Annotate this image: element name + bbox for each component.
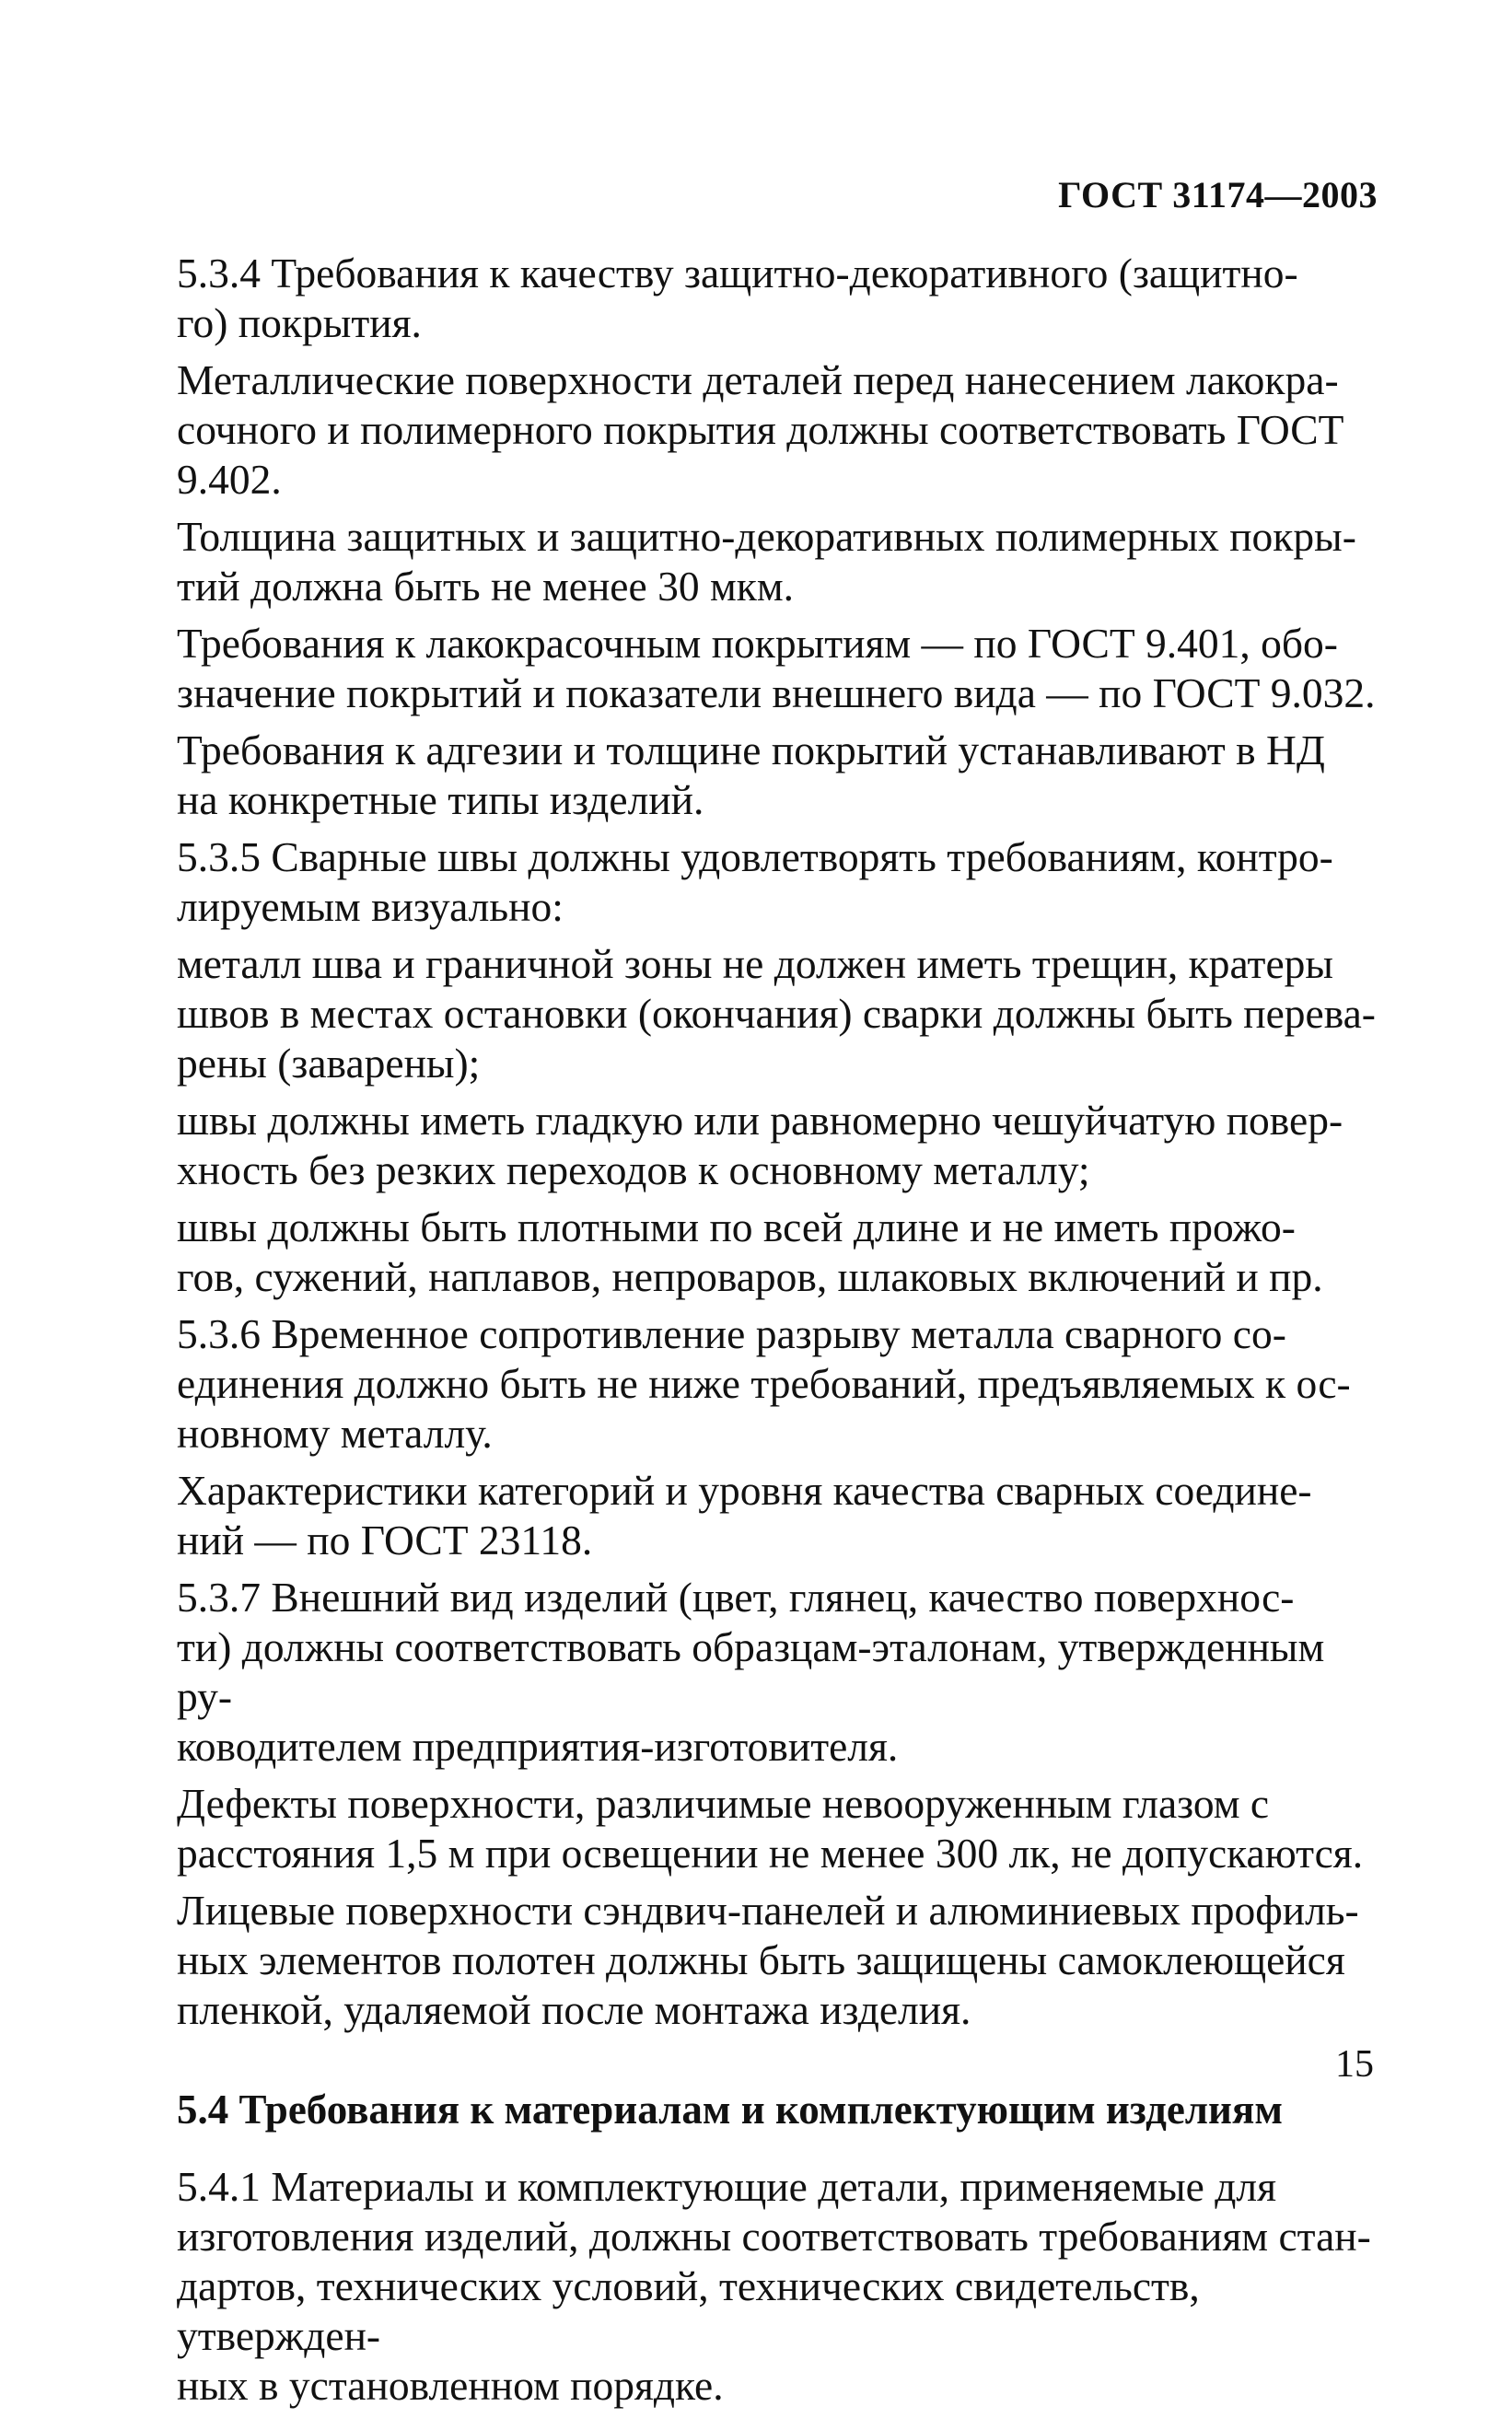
section-title: 5.4 Требования к материалам и комплектующим изделиям (177, 2087, 1283, 2133)
text-line: 5.3.4 Требования к качеству защитно-декоративного (защитно- (177, 250, 1298, 296)
text-line: ных в установленном порядке. (177, 2362, 724, 2409)
text-line: Лицевые поверхности сэндвич-панелей и алюминиевых профиль- (177, 1887, 1359, 1934)
text-line: металл шва и граничной зоны не должен иметь трещин, кратеры (177, 940, 1333, 987)
text-line: значение покрытий и показатели внешнего вида — по ГОСТ 9.032. (177, 669, 1376, 716)
text-line: 5.3.7 Внешний вид изделий (цвет, глянец, качество поверхнос- (177, 1574, 1295, 1621)
text-line: новному металлу. (177, 1410, 493, 1457)
text-line: Дефекты поверхности, различимые невооруженным глазом с (177, 1780, 1270, 1827)
paragraph (177, 249, 1378, 348)
text-line: Характеристики категорий и уровня качества сварных соедине- (177, 1467, 1312, 1514)
paragraph-list (177, 249, 1378, 2035)
text-line: швы должны быть плотными по всей длине и не иметь прожо- (177, 1203, 1296, 1250)
text-line: швов в местах остановки (окончания) сварки должны быть перева- (177, 990, 1376, 1037)
text-line: лируемым визуально: (177, 883, 564, 930)
document-code-header: ГОСТ 31174—2003 (1058, 174, 1378, 215)
text-line: ний — по ГОСТ 23118. (177, 1517, 593, 1564)
text-line: тий должна быть не менее 30 мкм. (177, 563, 795, 610)
paragraph (177, 2162, 1378, 2411)
text-line: ных элементов полотен должны быть защищены самоклеющейся (177, 1936, 1345, 1983)
text-line: хность без резких переходов к основному металлу; (177, 1146, 1090, 1193)
paragraph (177, 1466, 1378, 1565)
document-body (177, 249, 1378, 2418)
text-line: Требования к адгезии и толщине покрытий устанавливают в НД (177, 727, 1325, 773)
text-line: Толщина защитных и защитно-декоративных полимерных покры- (177, 513, 1356, 560)
paragraph (177, 619, 1378, 718)
text-line: Металлические поверхности деталей перед нанесением лакокра- (177, 356, 1339, 403)
text-line: изготовления изделий, должны соответствовать требованиям стан- (177, 2213, 1371, 2260)
page-number: 15 (1335, 2043, 1374, 2086)
text-line: Требования к лакокрасочным покрытиям — по ГОСТ 9.401, обо- (177, 620, 1338, 667)
text-line: 5.3.6 Временное сопротивление разрыву металла сварного со- (177, 1310, 1286, 1357)
paragraph (177, 512, 1378, 611)
text-line: единения должно быть не ниже требований, предъявляемых к ос- (177, 1360, 1351, 1407)
paragraph (177, 939, 1378, 1088)
text-line: ководителем предприятия-изготовителя. (177, 1723, 899, 1770)
text-line: пленкой, удаляемой после монтажа изделия. (177, 1986, 971, 2033)
text-line: 5.3.5 Сварные швы должны удовлетворять требованиям, контро- (177, 833, 1333, 880)
text-line: рены (заварены); (177, 1040, 481, 1087)
text-line: сочного и полимерного покрытия должны соответствовать ГОСТ 9.402. (177, 406, 1344, 503)
text-line: 5.4.1 Материалы и комплектующие детали, применяемые для (177, 2163, 1277, 2210)
paragraph (177, 1203, 1378, 1302)
text-line: го) покрытия. (177, 299, 422, 346)
text-line: гов, сужений, наплавов, непроваров, шлаковых включений и пр. (177, 1253, 1323, 1300)
text-line: на конкретные типы изделий. (177, 776, 704, 823)
paragraph (177, 1309, 1378, 1459)
paragraph (177, 1779, 1378, 1878)
paragraph (177, 1096, 1378, 1195)
paragraph (177, 1886, 1378, 2035)
paragraph (177, 832, 1378, 932)
paragraph (177, 726, 1378, 825)
text-line: дартов, технических условий, технических свидетельств, утвержден- (177, 2262, 1200, 2359)
text-line: ти) должны соответствовать образцам-эталонам, утвержденным ру- (177, 1623, 1325, 1720)
text-line: швы должны иметь гладкую или равномерно чешуйчатую повер- (177, 1097, 1343, 1144)
paragraph (177, 1573, 1378, 1772)
section-paragraph-list (177, 2162, 1378, 2411)
paragraph (177, 355, 1378, 505)
text-line: расстояния 1,5 м при освещении не менее 300 лк, не допускаются. (177, 1830, 1364, 1877)
